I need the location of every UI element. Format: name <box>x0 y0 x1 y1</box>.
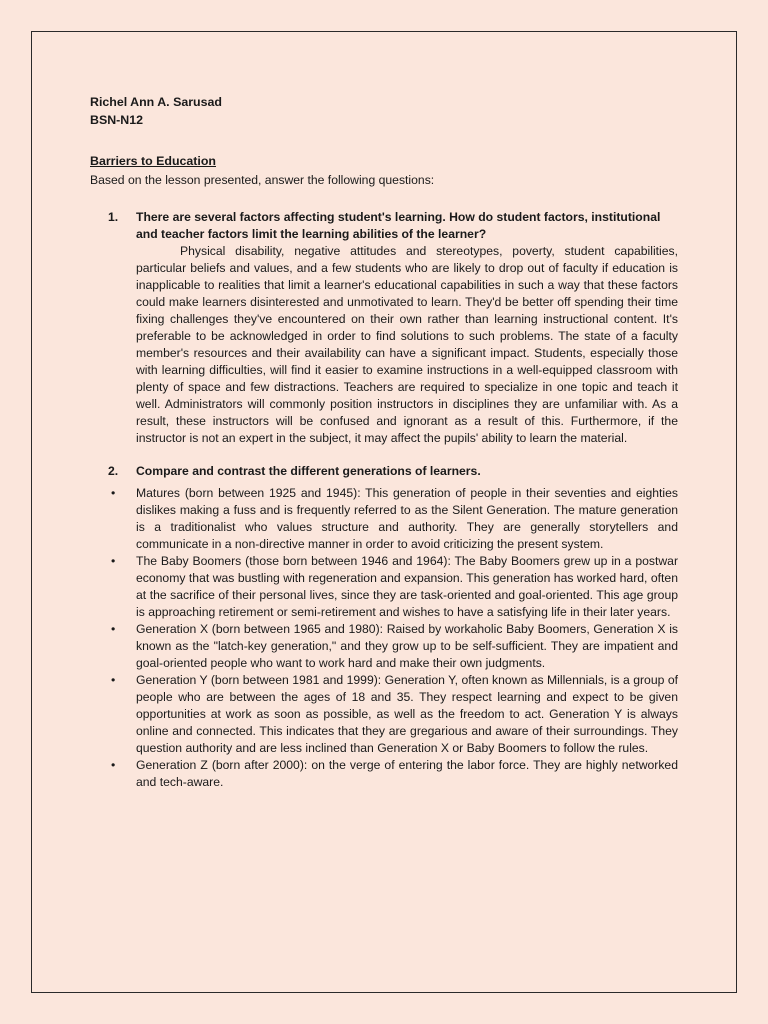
question-text: Compare and contrast the different generations of learners. <box>136 464 481 478</box>
document-body <box>90 93 678 791</box>
list-item <box>90 757 678 791</box>
generations-list <box>90 485 678 791</box>
document-title: Barriers to Education <box>90 154 216 168</box>
list-item <box>90 672 678 757</box>
list-item <box>90 553 678 621</box>
bullet-icon: • <box>111 673 116 687</box>
bullet-icon: • <box>111 486 116 500</box>
question-number: 2. <box>108 464 119 478</box>
author-section: BSN-N12 <box>90 113 144 127</box>
instruction-text: Based on the lesson presented, answer the following questions: <box>90 173 435 187</box>
question-text: There are several factors affecting student's learning. How do student factors, institutional and teacher factors limit the learning abilities of the learner? <box>136 210 661 241</box>
author-name: Richel Ann A. Sarusad <box>90 95 222 109</box>
list-item-text: The Baby Boomers (those born between 1946 and 1964): The Baby Boomers grew up in a postwar economy that was bustling with regeneration and expansion. This generation has worked hard, often at the sacrifice of their personal lives, since they are task-oriented and goal-oriented. This age group is approaching retirement or semi-retirement and wishes to have a satisfying life in their later years. <box>136 554 678 619</box>
question-1 <box>108 209 678 243</box>
bullet-icon: • <box>111 554 116 568</box>
list-item-text: Generation Y (born between 1981 and 1999): Generation Y, often known as Millennials, is a group of people who are between the ages of 18 and 35. They respect learning and expect to be given opportunities at work as soon as possible, as well as the freedom to act. Generation Y is always online and connected. This indicates that they are gregarious and aware of their surroundings. They question authority and are less inclined than Generation X or Baby Boomers to follow the rules. <box>136 673 678 755</box>
bullet-icon: • <box>111 622 116 636</box>
list-item-text: Generation X (born between 1965 and 1980): Raised by workaholic Baby Boomers, Generation X is known as the "latch-key generation," and they grow up to be self-sufficient. They are impatient and goal-oriented people who want to work hard and make their own judgments. <box>136 622 678 670</box>
list-item <box>90 485 678 553</box>
question-number: 1. <box>108 210 119 224</box>
answer-1 <box>136 243 678 447</box>
list-item <box>90 621 678 672</box>
question-2 <box>108 463 678 480</box>
answer-text: Physical disability, negative attitudes and stereotypes, poverty, student capabilities, particular beliefs and values, and a few students who are likely to drop out of faculty if education is inapplicable to realities that limit a learner's educational capabilities in such a way that these factors could make learners disinterested and unmotivated to learn. They'd be better off spending their time fixing challenges they've encountered on their own rather than learning instructional content. It's preferable to be acknowledged in order to find solutions to such problems. The state of a faculty member's resources and their availability can have a significant impact. Students, especially those with learning difficulties, will find it easier to examine instructions in a well-equipped classroom with plenty of space and few distractions. Teachers are required to specialize in one topic and teach it well. Administrators will commonly position instructors in disciplines they are unfamiliar with. As a result, these instructors will be confused and ignorant as a result of this. Furthermore, if the instructor is not an expert in the subject, it may affect the pupils' ability to learn the material. <box>136 244 678 445</box>
list-item-text: Generation Z (born after 2000): on the verge of entering the labor force. They are highly networked and tech-aware. <box>136 758 678 789</box>
list-item-text: Matures (born between 1925 and 1945): This generation of people in their seventies and eighties dislikes making a fuss and is frequently referred to as the Silent Generation. The mature generation is a traditionalist who values structure and authority. They are generally storytellers and communicate in a non-directive manner in order to avoid criticizing the present system. <box>136 486 678 551</box>
bullet-icon: • <box>111 758 116 772</box>
